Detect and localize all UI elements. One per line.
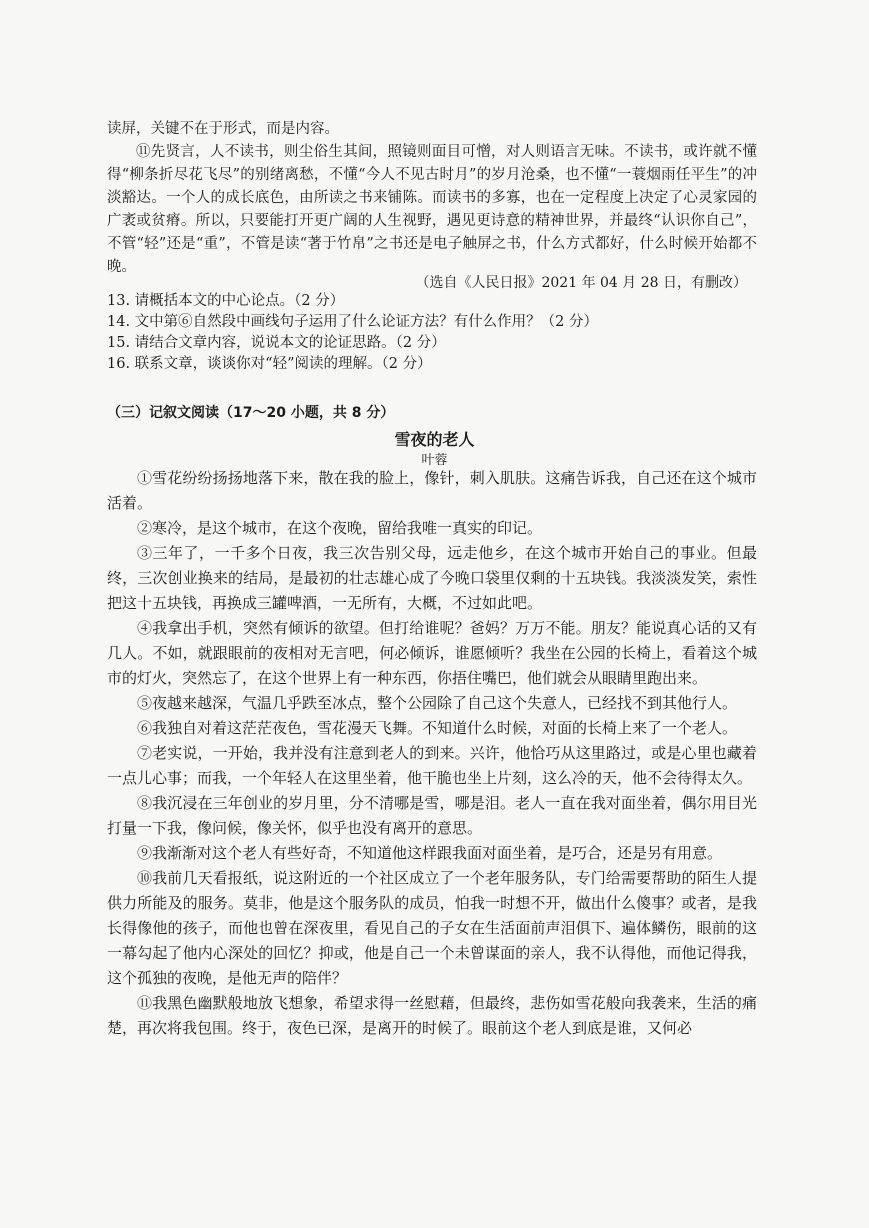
essay-paragraph-top: 读屏，关键不在于形式，而是内容。 <box>107 121 339 137</box>
story-paragraph-8: ⑧我沉浸在三年创业的岁月里，分不清哪是雪，哪是泪。老人一直在我对面坐着，偶尔用目光打量一下我，像问候，像关怀，似乎也没有离开的意思。 <box>107 794 757 837</box>
story-paragraph-5: ⑤夜越来越深，气温几乎跌至冰点，整个公园除了自己这个失意人，已经找不到其他行人。 <box>137 694 738 712</box>
story-paragraph-3: ③三年了，一千多个日夜，我三次告别父母，远走他乡，在这个城市开始自己的事业。但最终，三次创业换来的结局，是最初的壮志雄心成了今晚口袋里仅剩的十五块钱。我淡淡发笑，索性把这十五块钱，再换成三罐啤酒，一无所有，大概，不过如此吧。 <box>107 544 757 612</box>
story-paragraph-7: ⑦老实说，一开始，我并没有注意到老人的到来。兴许，他恰巧从这里路过，或是心里也藏着一点儿心事；而我，一个年轻人在这里坐着，他干脆也坐上片刻，这么冷的天，他不会待得太久。 <box>107 744 757 787</box>
story-paragraph-2: ②寒冷，是这个城市，在这个夜晚，留给我唯一真实的印记。 <box>137 519 543 537</box>
question-14: 14. 文中第⑥自然段中画线句子运用了什么论证方法？有什么作用？（2 分） <box>107 314 599 330</box>
story-paragraph-11: ⑪我黑色幽默般地放飞想象，希望求得一丝慰藉，但最终，悲伤如雪花般向我袭来，生活的痛楚，再次将我包围。终于，夜色已深，是离开的时候了。眼前这个老人到底是谁，又何必 <box>107 994 757 1037</box>
story-paragraph-6: ⑥我独自对着这茫茫夜色，雪花漫天飞舞。不知道什么时候，对面的长椅上来了一个老人。 <box>137 719 738 737</box>
question-16: 16. 联系文章，谈谈你对“轻”阅读的理解。（2 分） <box>107 356 432 372</box>
story-author: 叶蓉 <box>421 453 448 468</box>
essay-source: （选自《人民日报》2021 年 04 月 28 日，有删改） <box>415 275 747 291</box>
story-paragraph-4: ④我拿出手机，突然有倾诉的欲望。但打给谁呢？爸妈？万万不能。朋友？能说真心话的又有几人。不如，就跟眼前的夜相对无言吧，何必倾诉，谁愿倾听？我坐在公园的长椅上，看着这个城市的灯火，突然忘了，在这个世界上有一种东西，你捂住嘴巴，他们就会从眼睛里跑出来。 <box>107 619 757 687</box>
section-title: （三）记叙文阅读（17～20 小题，共 8 分） <box>107 405 395 421</box>
essay-continuation <box>107 118 757 279</box>
question-list <box>107 291 757 375</box>
story-paragraph-9: ⑨我渐渐对这个老人有些好奇，不知道他这样跟我面对面坐着，是巧合，还是另有用意。 <box>137 844 723 862</box>
story-body <box>107 466 757 1041</box>
question-13: 13. 请概括本文的中心论点。（2 分） <box>107 293 345 309</box>
story-paragraph-10: ⑩我前几天看报纸，说这附近的一个社区成立了一个老年服务队，专门给需要帮助的陌生人提供力所能及的服务。莫非，他是这个服务队的成员，怕我一时想不开，做出什么傻事？或者，是我长得像他的孩子，而他也曾在深夜里，看见自己的子女在生活面前声泪俱下、遍体鳞伤，眼前的这一幕勾起了他内心深处的回忆？抑或，他是自己一个未曾谋面的亲人，我不认得他，而他记得我，这个孤独的夜晚，是他无声的陪伴？ <box>107 869 757 987</box>
story-paragraph-1: ①雪花纷纷扬扬地落下来，散在我的脸上，像针，刺入肌肤。这痛告诉我，自己还在这个城市活着。 <box>107 469 757 512</box>
question-15: 15. 请结合文章内容，说说本文的论证思路。（2 分） <box>107 335 446 351</box>
story-title: 雪夜的老人 <box>394 430 475 449</box>
essay-paragraph-11: ⑪先贤言，人不读书，则尘俗生其间，照镜则面目可憎，对人则语言无味。不读书，或许就不懂得“柳条折尽花飞尽”的别绪离愁，不懂“今人不见古时月”的岁月沧桑，也不懂“一蓑烟雨任平生”的冲淡豁达。一个人的成长底色，由所读之书来铺陈。而读书的多寡，也在一定程度上决定了心灵家园的广袤或贫瘠。所以，只要能打开更广阔的人生视野，遇见更诗意的精神世界，并最终“认识你自己”，不管“轻”还是“重”，不管是读“著于竹帛”之书还是电子触屏之书，什么方式都好，什么时候开始都不晚。 <box>107 144 757 275</box>
